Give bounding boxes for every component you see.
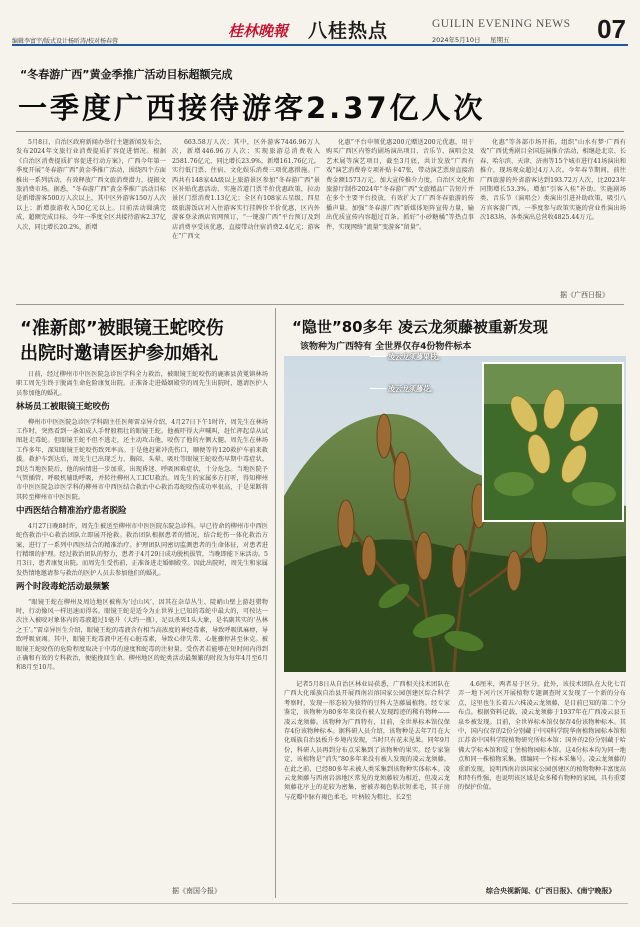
label-arrow: [370, 356, 386, 357]
story2-subhead: 中西医结合精准治疗患者脱险: [16, 506, 127, 517]
story1-headline: 一季度广西接待游客2.37亿人次: [18, 91, 486, 125]
story1-text: 663.58万人次；其中，区外游客7446.96万人次，新增446.96万人次；实现旅游总消费收入2581.76亿元，同比增长23.9%，新增161.76亿元。实行低门票、住宿、文化娱乐消费三项优惠措施。广西共有148家4A级以上旅游景区参加“冬春游广西”景区补贴优惠活动，实施首道门票半价优惠政策，拉动景区门票消费1.13亿元；全区有108家五星级、四星级旅游饭店对入住游客实行挂牌价半价优惠，区内外游客登录酒店官网预订，“一键游广西”平台预订及到店消费享受该优惠，直接带动住宿消费2.4亿元；游客在“广西文: [172, 139, 320, 241]
english-title: GUILIN EVENING NEWS: [432, 18, 571, 30]
editors-credit: 编辑李富宇/版式设计杨昕涛/校对杨春蓉: [12, 38, 119, 45]
story1-column-3: [326, 138, 474, 288]
story3-text: 记者5月8日从自治区林业局获悉，广西相关技术团队在广西大化瑶族自治县开展西南岩溶国家公园创建区综合科学考察时，发现一形态较为独特的豆科大茎藤属植物。经专家鉴定，该物种为80多年来没有被人发现踪迹的稀有物种——凌云龙须藤。该物种为广西特有，目前，全世界标本馆仅保存4份该物种标本。据科研人员介绍，该物种是去年7月在大化瑶族自治县板升乡境内发现，当时只有花未见果。同年9月份，科研人员再到分布点采集到了该物种的果实。经专家鉴定，该植物是“消失”80多年来没有被人发现的凌云龙须藤。在此之前，已经80多年未被人类采集到该物种实体标本。凌云龙须藤与西南岩溶地区常见的龙须藤较为相近，但凌云龙须藤花序上的花较为密集，密被赤褐色粘状短柔毛，其子房与花瓣中脉有褐色柔毛，叶柄较为粗壮，长2至: [284, 681, 450, 801]
divider: [16, 131, 624, 132]
story3-subheadline: 该物种为广西特有 全世界仅存4份物件标本: [300, 342, 472, 352]
section-title: 八桂热点: [308, 20, 389, 42]
fruit-inset-illustration: [484, 364, 622, 520]
issue-date: 2024年5月10日: [432, 36, 481, 44]
story1-column-1: [16, 138, 166, 288]
fruit-inset-photo: [482, 362, 624, 522]
story2-paragraph: 日前，经过柳州市中医医院急诊医学科全力救治，被眼镜王蛇咬伤的鹿寨县黄冕镇林场职工周先生终于脱离生命危险康复出院。正准备走进婚姻殿堂的周先生出院时，邀请医护人员参加他的婚礼。: [16, 371, 268, 397]
story1-column-2: [172, 138, 320, 288]
story1-text: 化惠”等各部市场开拓。组织“山水有梦·广西有戏”广西优秀剧目全国巡演推介活动，相继赴北京、长春、哈尔滨、天津、济南等15个城市进行41场演出和推介，现场观众超过4万人次。今年春节期间，前往广西旅游的外省游客达到193.72万人次，比2023年同期增长53.3%。增加“引客入桂”补助。实施剧场类、音乐节（演唱会）类演出引进补助政策，吸引八方宾客游广西，一季度参与政策实施的营业性演出场次183场，各类演出总营收4825.44万元。: [480, 139, 626, 222]
page-number: 07: [597, 14, 626, 44]
story1-column-4: [480, 138, 626, 278]
masthead: [12, 14, 628, 46]
story3-source: 综合央视新闻、《广西日报》、《南宁晚报》: [486, 887, 616, 895]
story3-column-2: [458, 680, 626, 876]
newspaper-logo: 桂林晚報: [228, 22, 289, 40]
story2-source: 据《南国今报》: [172, 887, 221, 895]
story2-subhead: 两个时段毒蛇活动最频繁: [16, 582, 110, 593]
story1-kicker: “冬春游广西”黄金季推广活动目标超额完成: [20, 68, 233, 81]
story1-text: 化惠”平台申领优惠200元赠送200元优惠，用于购买广西区内签约剧场演出项目、音乐节、演唱会及艺术展等演艺项目，截至3月底，共计发放“广西有戏”演艺消费券专项补贴卡47张，带动演艺票房直接消费金额1573万元。加大宣传推介力度，自治区文化和旅游厅制作2024年“冬春游广西”文旅精品广告短片并在多个主要平台投放，有效扩大了广西冬春旅游的传播声量。加强“冬春游广西”新媒体矩阵宣传力量，输出优质宣传内容超过百条。抓好“小砂糖橘”等热点事件，实现网络“流量”变游客“留量”。: [326, 139, 474, 231]
story2-paragraph: 4月27日晚8时许，周先生被送至柳州市中医医院东院急诊科。早已待命的柳州市中西医蛇伤救治中心救治团队立即展开抢救。救治团队根据患者的情况，结合蛇伤一体化救治方案，进行了一系列中西医结合的精准治疗。护理团队同密切监测患者的生命体征，对患者进行精细的护理。经过救治团队的努力，患者于4月29日成功脱机拔管，当晚即能下床活动。5月3日，患者康复出院。而周先生受伤前，正准备进走婚姻殿堂。因此出院时，周先生和家属发热情地邀请参与救治的医护人员去参加他们的婚礼。: [16, 522, 268, 577]
label-arrow: [370, 388, 386, 389]
story2-body: [16, 370, 268, 886]
divider: [12, 903, 628, 904]
story1-text: 5月8日，自治区政府新闻办举行主题新闻发布会，发布2024年文旅行业消费提质扩容促进情况。根据《自治区消费提质扩容促进行动方案》，广西今年第一季度开展“冬春游广西”黄金季推广活动，围绕四个方面推出一系列活动，有效释放广西文旅消费潜力，提振文旅消费市场。据悉，“冬春游广西”黄金季推广活动目标是新增游客500万人次以上，其中区外游客150万人次以上；新增旅游收入50亿元以上。目前活动圆满完成，超额完成目标。今年一季度全区共接待游客2.37亿人次，同比增长20.2%，新增: [16, 139, 166, 231]
story2-headline-line1: “准新郎”被眼镜王蛇咬伤: [20, 318, 224, 339]
story2-paragraph: 柳州市中医医院急诊医学科副主任医师雷卓异介绍，4月27日下午1时许，周先生在林场工作时，突然看到一条如成人手臂般粗壮的眼镜王蛇。他被吓得大声喊叫，赶忙挥起草从试图赶走毒蛇。但眼镜王蛇不但不逃走，还主动攻击他，咬伤了他的左侧大腿。周先生在林场工作多年，深知眼镜王蛇咬伤致死率高。于是他赶紧冲洗伤口，顺便等待120救护车前来救援。救护车到达后，周先生已出现乏力、胸闷、头晕、吸吐等眼镜王蛇咬伤早期中毒症状。到达当地医院后，他的病情进一步加重，出现昏迷、呼吸困难症状，十分危急。当地医院予气管插管、呼吸机辅助呼吸，并转往柳州人工ICU救治。周先生的家属多方打听，得知柳州市中医医院急诊医学科的柳州市中西医结合救治中心救治毒蛇咬伤成功率很高，于是果断将其转至柳州市中医医院。: [16, 418, 268, 501]
divider: [16, 304, 624, 305]
column-divider: [275, 308, 276, 898]
photo-caption-flower: 凌云龙须藤花。: [388, 385, 437, 393]
story2-subhead: 林场员工被眼镜王蛇咬伤: [16, 402, 110, 413]
story3-headline: “隐世”80多年 凌云龙须藤被重新发现: [292, 318, 548, 336]
issue-weekday: 星期五: [490, 36, 510, 44]
story3-text: 4.6厘米，两者易于区分。此外，该技术团队在大化七百弄一地下河片区开展植物专题调查时又发现了一个新的分布点，这里也生长着五六株凌云龙须藤，是目前已知的第二个分布点。根据资料记载，凌云龙须藤于1937年在广西凌云县玉泉乡被发现。目前，全世界标本馆仅保存4份该物种标本。其中，国内仅存的2份分别藏于中国科学院华南植物园标本馆和江苏省中国科学院植物研究所标本馆；国外的2份分别藏于哈佛大学标本馆和爱丁堡植物园标本馆。这4份标本均为同一地点和同一株植物采集。那编同一个标本采集号。凌云龙须藤的重新发现，说明西南岩溶国家公园创建区的植物物种丰富度高和特有性强，也说明该区域是众多稀有物种的家园，具有重要的保护价值。: [458, 681, 626, 792]
story1-source: 据《广西日报》: [560, 291, 609, 299]
photo-caption-fruit: 凌云龙须藤果枝。: [388, 353, 444, 361]
story3-column-1: [284, 680, 450, 884]
story2-paragraph: “眼镜王蛇在柳州及周边地区被称为‘过山风’，因其在杂草丛生、陡峭山壁上游赶猎物时，行动像风一样迅速而得名。眼镜王蛇是适今为止世界上已知的毒蛇中最大的，可按达一次注入被咬对象体内的毒液超过1毫升（大约一瓶），足以杀死1头大象，是名副其实的‘丛林之王’。”雷卓异医生介绍，眼镜王蛇的毒液含有相当高浓度的神经毒素，导致呼吸肌麻痹，导致呼吸衰竭。其中，眼镜王蛇毒液中还有心脏毒素，导致心律失常、心脏骤停甚至休克。被眼镜王蛇咬伤的危险程度取决于中毒的速度和蛇毒的注射量。受伤者若能够在短时间内得到正确和有效的专科救治，便能挽回生命。柳州地区的蛇类活动最频繁的时段为每年4月至6月和8月至10月。: [16, 598, 268, 672]
story2-headline-line2: 出院时邀请医护参加婚礼: [20, 343, 218, 364]
